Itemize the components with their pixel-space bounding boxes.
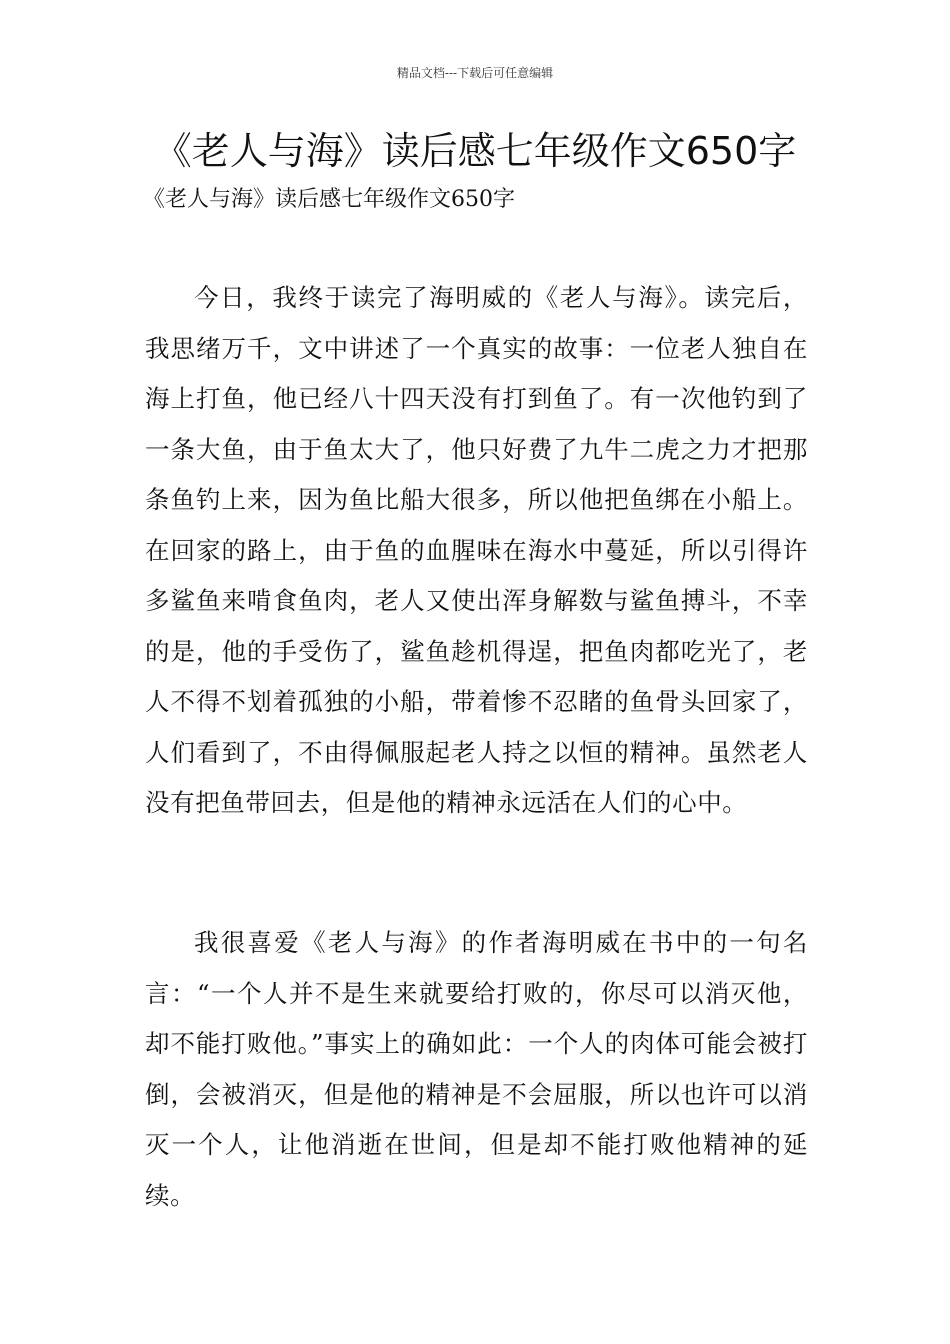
- body-paragraph-2: 我很喜爱《老人与海》的作者海明威在书中的一句名言：“一个人并不是生来就要给打败的，你尽可以消灭他，却不能打败他。”事实上的确如此：一个人的肉体可能会被打倒，会被消灭，但是他的精神是不会屈服，所以也许可以消灭一个人，让他消逝在世间，但是却不能打败他精神的延续。: [145, 928, 808, 1210]
- body-paragraph-1: 今日，我终于读完了海明威的《老人与海》。读完后，我思绪万千，文中讲述了一个真实的故事：一位老人独自在海上打鱼，他已经八十四天没有打到鱼了。有一次他钓到了一条大鱼，由于鱼太大了，他只好费了九牛二虎之力才把那条鱼钓上来，因为鱼比船大很多，所以他把鱼绑在小船上。在回家的路上，由于鱼的血腥味在海水中蔓延，所以引得许多鲨鱼来啃食鱼肉，老人又使出浑身解数与鲨鱼搏斗，不幸的是，他的手受伤了，鲨鱼趁机得逞，把鱼肉都吃光了，老人不得不划着孤独的小船，带着惨不忍睹的鱼骨头回家了，人们看到了，不由得佩服起老人持之以恒的精神。虽然老人没有把鱼带回去，但是他的精神永远活在人们的心中。: [145, 283, 808, 817]
- page-header-watermark: 精品文档---下载后可任意编辑: [396, 66, 554, 80]
- document-title: 《老人与海》读后感七年级作文650字: [153, 129, 797, 173]
- document-subtitle: 《老人与海》读后感七年级作文650字: [143, 187, 515, 212]
